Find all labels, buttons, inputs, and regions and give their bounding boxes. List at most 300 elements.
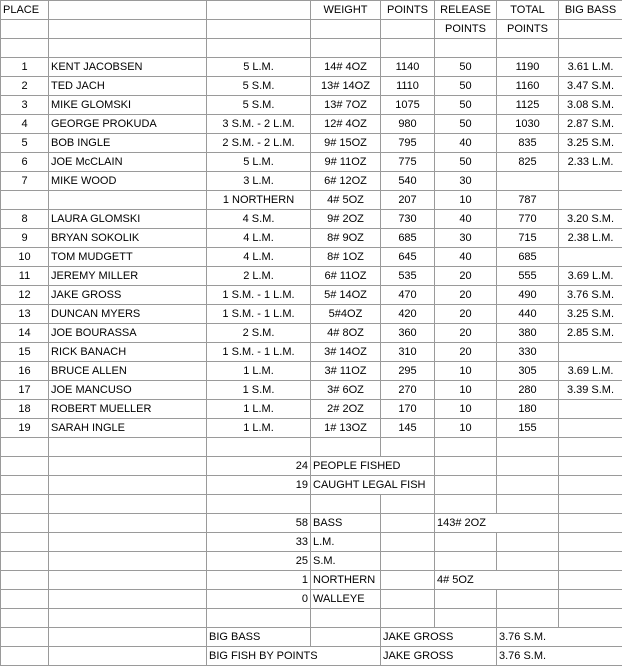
row-weight: 3# 14OZ — [311, 343, 381, 362]
row-bigbass: 3.76 S.M. — [559, 286, 622, 305]
header-total: TOTAL — [497, 1, 559, 20]
row-points: 360 — [381, 324, 435, 343]
row-place: 8 — [1, 210, 49, 229]
big-fish-points-value: 3.76 S.M. — [497, 647, 622, 666]
row-weight: 9# 2OZ — [311, 210, 381, 229]
spacer-cell — [381, 571, 435, 590]
header-place: PLACE — [1, 1, 49, 20]
spacer-cell — [1, 476, 49, 495]
row-total: 490 — [497, 286, 559, 305]
lm-label: L.M. — [311, 533, 381, 552]
row-weight: 6# 11OZ — [311, 267, 381, 286]
row-fish: 5 S.M. — [207, 96, 311, 115]
big-bass-label: BIG BASS — [207, 628, 311, 647]
row-bigbass — [559, 248, 622, 267]
spacer-row — [1, 438, 622, 457]
northern-label: NORTHERN — [311, 571, 381, 590]
summary-row-sm — [1, 552, 622, 571]
award-row-big-fish-points — [1, 647, 622, 666]
spacer-cell — [559, 476, 622, 495]
row-points: 775 — [381, 153, 435, 172]
row-name: RICK BANACH — [49, 343, 207, 362]
table-row — [1, 381, 622, 400]
spacer-cell — [49, 552, 207, 571]
header-weight: WEIGHT — [311, 1, 381, 20]
row-bigbass: 3.25 S.M. — [559, 134, 622, 153]
spacer-cell — [559, 39, 622, 58]
row-bigbass: 2.38 L.M. — [559, 229, 622, 248]
row-name: GEORGE PROKUDA — [49, 115, 207, 134]
spacer-cell — [559, 438, 622, 457]
spacer-cell — [49, 590, 207, 609]
row-total: 1030 — [497, 115, 559, 134]
walleye-label: WALLEYE — [311, 590, 381, 609]
table-row — [1, 400, 622, 419]
people-fished-count: 24 — [207, 457, 311, 476]
summary-row-caught-legal — [1, 476, 622, 495]
row-total: 770 — [497, 210, 559, 229]
table-row — [1, 305, 622, 324]
table-row — [1, 248, 622, 267]
spacer-cell — [435, 552, 497, 571]
row-fish: 4 L.M. — [207, 248, 311, 267]
row-weight: 1# 13OZ — [311, 419, 381, 438]
header-blank-6 — [559, 20, 622, 39]
spacer-cell — [49, 533, 207, 552]
spacer-cell — [559, 609, 622, 628]
row-bigbass: 3.61 L.M. — [559, 58, 622, 77]
row-name: JOE BOURASSA — [49, 324, 207, 343]
row-total: 685 — [497, 248, 559, 267]
row-points: 730 — [381, 210, 435, 229]
table-row — [1, 362, 622, 381]
header-points: POINTS — [381, 1, 435, 20]
row-weight: 5#4OZ — [311, 305, 381, 324]
spacer-cell — [207, 609, 311, 628]
table-row — [1, 77, 622, 96]
row-points: 1140 — [381, 58, 435, 77]
big-fish-points-label: BIG FISH BY POINTS — [207, 647, 381, 666]
spacer-cell — [497, 533, 559, 552]
row-release: 10 — [435, 400, 497, 419]
row-name: TOM MUDGETT — [49, 248, 207, 267]
row-bigbass — [559, 419, 622, 438]
spacer-cell — [559, 514, 622, 533]
row-release: 50 — [435, 115, 497, 134]
spacer-cell — [435, 438, 497, 457]
spacer-cell — [435, 476, 497, 495]
row-total: 280 — [497, 381, 559, 400]
row-name: JOE McCLAIN — [49, 153, 207, 172]
row-name: KENT JACOBSEN — [49, 58, 207, 77]
spacer-row-top — [1, 39, 622, 58]
row-bigbass — [559, 191, 622, 210]
table-row — [1, 229, 622, 248]
row-points: 420 — [381, 305, 435, 324]
table-row — [1, 153, 622, 172]
big-bass-winner: JAKE GROSS — [381, 628, 497, 647]
spacer-cell — [381, 438, 435, 457]
table-row — [1, 267, 622, 286]
row-name: DUNCAN MYERS — [49, 305, 207, 324]
row-total — [497, 172, 559, 191]
table-row — [1, 286, 622, 305]
spacer-cell — [559, 590, 622, 609]
row-place: 5 — [1, 134, 49, 153]
row-points: 170 — [381, 400, 435, 419]
row-release: 30 — [435, 229, 497, 248]
northern-weight: 4# 5OZ — [435, 571, 559, 590]
row-place: 11 — [1, 267, 49, 286]
row-weight: 9# 15OZ — [311, 134, 381, 153]
header-blank-2 — [49, 20, 207, 39]
row-fish: 3 L.M. — [207, 172, 311, 191]
row-weight: 3# 6OZ — [311, 381, 381, 400]
spacer-cell — [49, 571, 207, 590]
sm-count: 25 — [207, 552, 311, 571]
spacer-cell — [381, 533, 435, 552]
row-place — [1, 191, 49, 210]
header-release-points: POINTS — [435, 20, 497, 39]
spacer-cell — [559, 552, 622, 571]
header-total-points: POINTS — [497, 20, 559, 39]
spacer-cell — [49, 647, 207, 666]
spacer-cell — [559, 571, 622, 590]
spacer-cell — [49, 438, 207, 457]
caught-legal-count: 19 — [207, 476, 311, 495]
spacer-cell — [311, 39, 381, 58]
row-points: 145 — [381, 419, 435, 438]
header-row-2 — [1, 20, 622, 39]
header-fish — [207, 1, 311, 20]
row-fish: 4 S.M. — [207, 210, 311, 229]
row-place: 9 — [1, 229, 49, 248]
caught-legal-label: CAUGHT LEGAL FISH — [311, 476, 435, 495]
row-total: 555 — [497, 267, 559, 286]
row-fish: 3 S.M. - 2 L.M. — [207, 115, 311, 134]
row-total: 825 — [497, 153, 559, 172]
row-fish: 2 S.M. — [207, 324, 311, 343]
row-release: 40 — [435, 134, 497, 153]
row-release: 40 — [435, 210, 497, 229]
spacer-cell — [1, 514, 49, 533]
sm-label: S.M. — [311, 552, 381, 571]
spacer-cell — [559, 495, 622, 514]
spacer-cell — [381, 609, 435, 628]
spacer-cell — [1, 457, 49, 476]
spacer-cell — [497, 457, 559, 476]
row-release: 30 — [435, 172, 497, 191]
row-place: 16 — [1, 362, 49, 381]
table-row — [1, 324, 622, 343]
row-weight: 4# 8OZ — [311, 324, 381, 343]
spacer-cell — [497, 590, 559, 609]
row-bigbass — [559, 400, 622, 419]
spacer-cell — [435, 495, 497, 514]
row-release: 20 — [435, 324, 497, 343]
row-release: 20 — [435, 343, 497, 362]
row-bigbass: 3.69 L.M. — [559, 267, 622, 286]
row-total: 835 — [497, 134, 559, 153]
row-total: 155 — [497, 419, 559, 438]
table-row — [1, 343, 622, 362]
row-bigbass: 3.39 S.M. — [559, 381, 622, 400]
row-place: 7 — [1, 172, 49, 191]
spacer-cell — [435, 609, 497, 628]
spacer-cell — [49, 495, 207, 514]
spacer-cell — [381, 514, 435, 533]
row-name: BRUCE ALLEN — [49, 362, 207, 381]
spacer-cell — [497, 476, 559, 495]
spacer-cell — [381, 39, 435, 58]
row-fish: 1 L.M. — [207, 419, 311, 438]
big-fish-points-winner: JAKE GROSS — [381, 647, 497, 666]
row-total: 305 — [497, 362, 559, 381]
row-total: 1125 — [497, 96, 559, 115]
row-fish: 2 S.M. - 2 L.M. — [207, 134, 311, 153]
row-fish: 4 L.M. — [207, 229, 311, 248]
row-total: 1160 — [497, 77, 559, 96]
row-name: SARAH INGLE — [49, 419, 207, 438]
table-row — [1, 191, 622, 210]
row-place: 13 — [1, 305, 49, 324]
row-bigbass: 3.69 L.M. — [559, 362, 622, 381]
row-points: 645 — [381, 248, 435, 267]
spacer-cell — [49, 609, 207, 628]
row-total: 330 — [497, 343, 559, 362]
spacer-cell — [497, 39, 559, 58]
summary-row-people-fished — [1, 457, 622, 476]
row-weight: 13# 14OZ — [311, 77, 381, 96]
spacer-cell — [207, 39, 311, 58]
summary-row-lm — [1, 533, 622, 552]
row-fish: 1 NORTHERN — [207, 191, 311, 210]
award-row-big-bass — [1, 628, 622, 647]
header-name — [49, 1, 207, 20]
spacer-cell — [1, 438, 49, 457]
row-fish: 5 L.M. — [207, 153, 311, 172]
table-row — [1, 134, 622, 153]
header-blank-1 — [1, 20, 49, 39]
table-row — [1, 115, 622, 134]
row-weight: 12# 4OZ — [311, 115, 381, 134]
row-fish: 1 S.M. - 1 L.M. — [207, 305, 311, 324]
row-release: 10 — [435, 362, 497, 381]
table-row — [1, 419, 622, 438]
row-place: 15 — [1, 343, 49, 362]
spacer-row — [1, 609, 622, 628]
spacer-cell — [497, 438, 559, 457]
table-row — [1, 58, 622, 77]
row-points: 795 — [381, 134, 435, 153]
row-points: 1110 — [381, 77, 435, 96]
row-weight: 8# 1OZ — [311, 248, 381, 267]
row-bigbass: 3.25 S.M. — [559, 305, 622, 324]
row-fish: 1 S.M. — [207, 381, 311, 400]
summary-row-northern — [1, 571, 622, 590]
row-weight: 13# 7OZ — [311, 96, 381, 115]
row-bigbass: 3.08 S.M. — [559, 96, 622, 115]
spacer-cell — [435, 39, 497, 58]
spacer-cell — [311, 628, 381, 647]
spacer-cell — [497, 495, 559, 514]
spacer-cell — [1, 39, 49, 58]
people-fished-label: PEOPLE FISHED — [311, 457, 435, 476]
row-points: 1075 — [381, 96, 435, 115]
spacer-cell — [1, 628, 49, 647]
row-place: 1 — [1, 58, 49, 77]
row-name: JAKE GROSS — [49, 286, 207, 305]
row-total: 715 — [497, 229, 559, 248]
row-weight: 2# 2OZ — [311, 400, 381, 419]
big-bass-value: 3.76 S.M. — [497, 628, 622, 647]
spacer-cell — [49, 514, 207, 533]
row-points: 207 — [381, 191, 435, 210]
row-total: 380 — [497, 324, 559, 343]
spacer-cell — [381, 552, 435, 571]
spacer-cell — [435, 457, 497, 476]
row-weight: 4# 5OZ — [311, 191, 381, 210]
spacer-row — [1, 495, 622, 514]
row-bigbass: 2.85 S.M. — [559, 324, 622, 343]
row-points: 535 — [381, 267, 435, 286]
row-place: 6 — [1, 153, 49, 172]
row-points: 540 — [381, 172, 435, 191]
row-fish: 5 S.M. — [207, 77, 311, 96]
row-name: MIKE WOOD — [49, 172, 207, 191]
header-row-1 — [1, 1, 622, 20]
spacer-cell — [49, 476, 207, 495]
bass-label: BASS — [311, 514, 381, 533]
row-weight: 6# 12OZ — [311, 172, 381, 191]
row-place: 2 — [1, 77, 49, 96]
spacer-cell — [435, 590, 497, 609]
row-points: 980 — [381, 115, 435, 134]
row-bigbass: 3.47 S.M. — [559, 77, 622, 96]
spacer-cell — [311, 609, 381, 628]
row-place: 4 — [1, 115, 49, 134]
header-release: RELEASE — [435, 1, 497, 20]
row-release: 40 — [435, 248, 497, 267]
lm-count: 33 — [207, 533, 311, 552]
row-release: 10 — [435, 191, 497, 210]
row-bigbass — [559, 343, 622, 362]
spacer-cell — [1, 571, 49, 590]
row-name: ROBERT MUELLER — [49, 400, 207, 419]
spacer-cell — [49, 457, 207, 476]
row-name: BOB INGLE — [49, 134, 207, 153]
row-name — [49, 191, 207, 210]
spacer-cell — [381, 495, 435, 514]
spacer-cell — [1, 609, 49, 628]
table-row — [1, 210, 622, 229]
summary-row-bass — [1, 514, 622, 533]
row-fish: 1 S.M. - 1 L.M. — [207, 286, 311, 305]
row-place: 10 — [1, 248, 49, 267]
row-bigbass: 2.87 S.M. — [559, 115, 622, 134]
header-bigbass: BIG BASS — [559, 1, 622, 20]
row-place: 17 — [1, 381, 49, 400]
row-fish: 1 L.M. — [207, 400, 311, 419]
row-release: 20 — [435, 286, 497, 305]
row-fish: 2 L.M. — [207, 267, 311, 286]
spacer-cell — [435, 533, 497, 552]
row-total: 180 — [497, 400, 559, 419]
row-total: 440 — [497, 305, 559, 324]
row-release: 50 — [435, 77, 497, 96]
row-place: 3 — [1, 96, 49, 115]
row-name: LAURA GLOMSKI — [49, 210, 207, 229]
row-name: JEREMY MILLER — [49, 267, 207, 286]
row-bigbass: 2.33 L.M. — [559, 153, 622, 172]
row-place: 14 — [1, 324, 49, 343]
summary-row-walleye — [1, 590, 622, 609]
bass-total-weight: 143# 2OZ — [435, 514, 559, 533]
row-total: 1190 — [497, 58, 559, 77]
spacer-cell — [559, 533, 622, 552]
row-place: 12 — [1, 286, 49, 305]
row-points: 685 — [381, 229, 435, 248]
spacer-cell — [207, 438, 311, 457]
row-release: 20 — [435, 267, 497, 286]
row-name: MIKE GLOMSKI — [49, 96, 207, 115]
row-release: 50 — [435, 58, 497, 77]
spacer-cell — [1, 647, 49, 666]
spacer-cell — [497, 609, 559, 628]
row-points: 310 — [381, 343, 435, 362]
row-points: 295 — [381, 362, 435, 381]
row-name: TED JACH — [49, 77, 207, 96]
row-name: JOE MANCUSO — [49, 381, 207, 400]
row-name: BRYAN SOKOLIK — [49, 229, 207, 248]
row-points: 270 — [381, 381, 435, 400]
table-row — [1, 96, 622, 115]
row-release: 50 — [435, 153, 497, 172]
header-blank-5 — [381, 20, 435, 39]
spacer-cell — [1, 533, 49, 552]
row-release: 20 — [435, 305, 497, 324]
spacer-cell — [207, 495, 311, 514]
row-bigbass — [559, 172, 622, 191]
spacer-cell — [49, 39, 207, 58]
row-total: 787 — [497, 191, 559, 210]
row-fish: 5 L.M. — [207, 58, 311, 77]
spacer-cell — [49, 628, 207, 647]
row-place: 19 — [1, 419, 49, 438]
row-release: 10 — [435, 419, 497, 438]
row-release: 50 — [435, 96, 497, 115]
row-place: 18 — [1, 400, 49, 419]
row-points: 470 — [381, 286, 435, 305]
spacer-cell — [311, 438, 381, 457]
spacer-cell — [1, 590, 49, 609]
spacer-cell — [559, 457, 622, 476]
spacer-cell — [311, 495, 381, 514]
row-bigbass: 3.20 S.M. — [559, 210, 622, 229]
row-weight: 14# 4OZ — [311, 58, 381, 77]
spacer-cell — [1, 495, 49, 514]
table-row — [1, 172, 622, 191]
spacer-cell — [1, 552, 49, 571]
spacer-cell — [497, 552, 559, 571]
row-fish: 1 L.M. — [207, 362, 311, 381]
header-blank-3 — [207, 20, 311, 39]
spacer-cell — [381, 590, 435, 609]
row-weight: 5# 14OZ — [311, 286, 381, 305]
row-weight: 3# 11OZ — [311, 362, 381, 381]
northern-count: 1 — [207, 571, 311, 590]
row-release: 10 — [435, 381, 497, 400]
